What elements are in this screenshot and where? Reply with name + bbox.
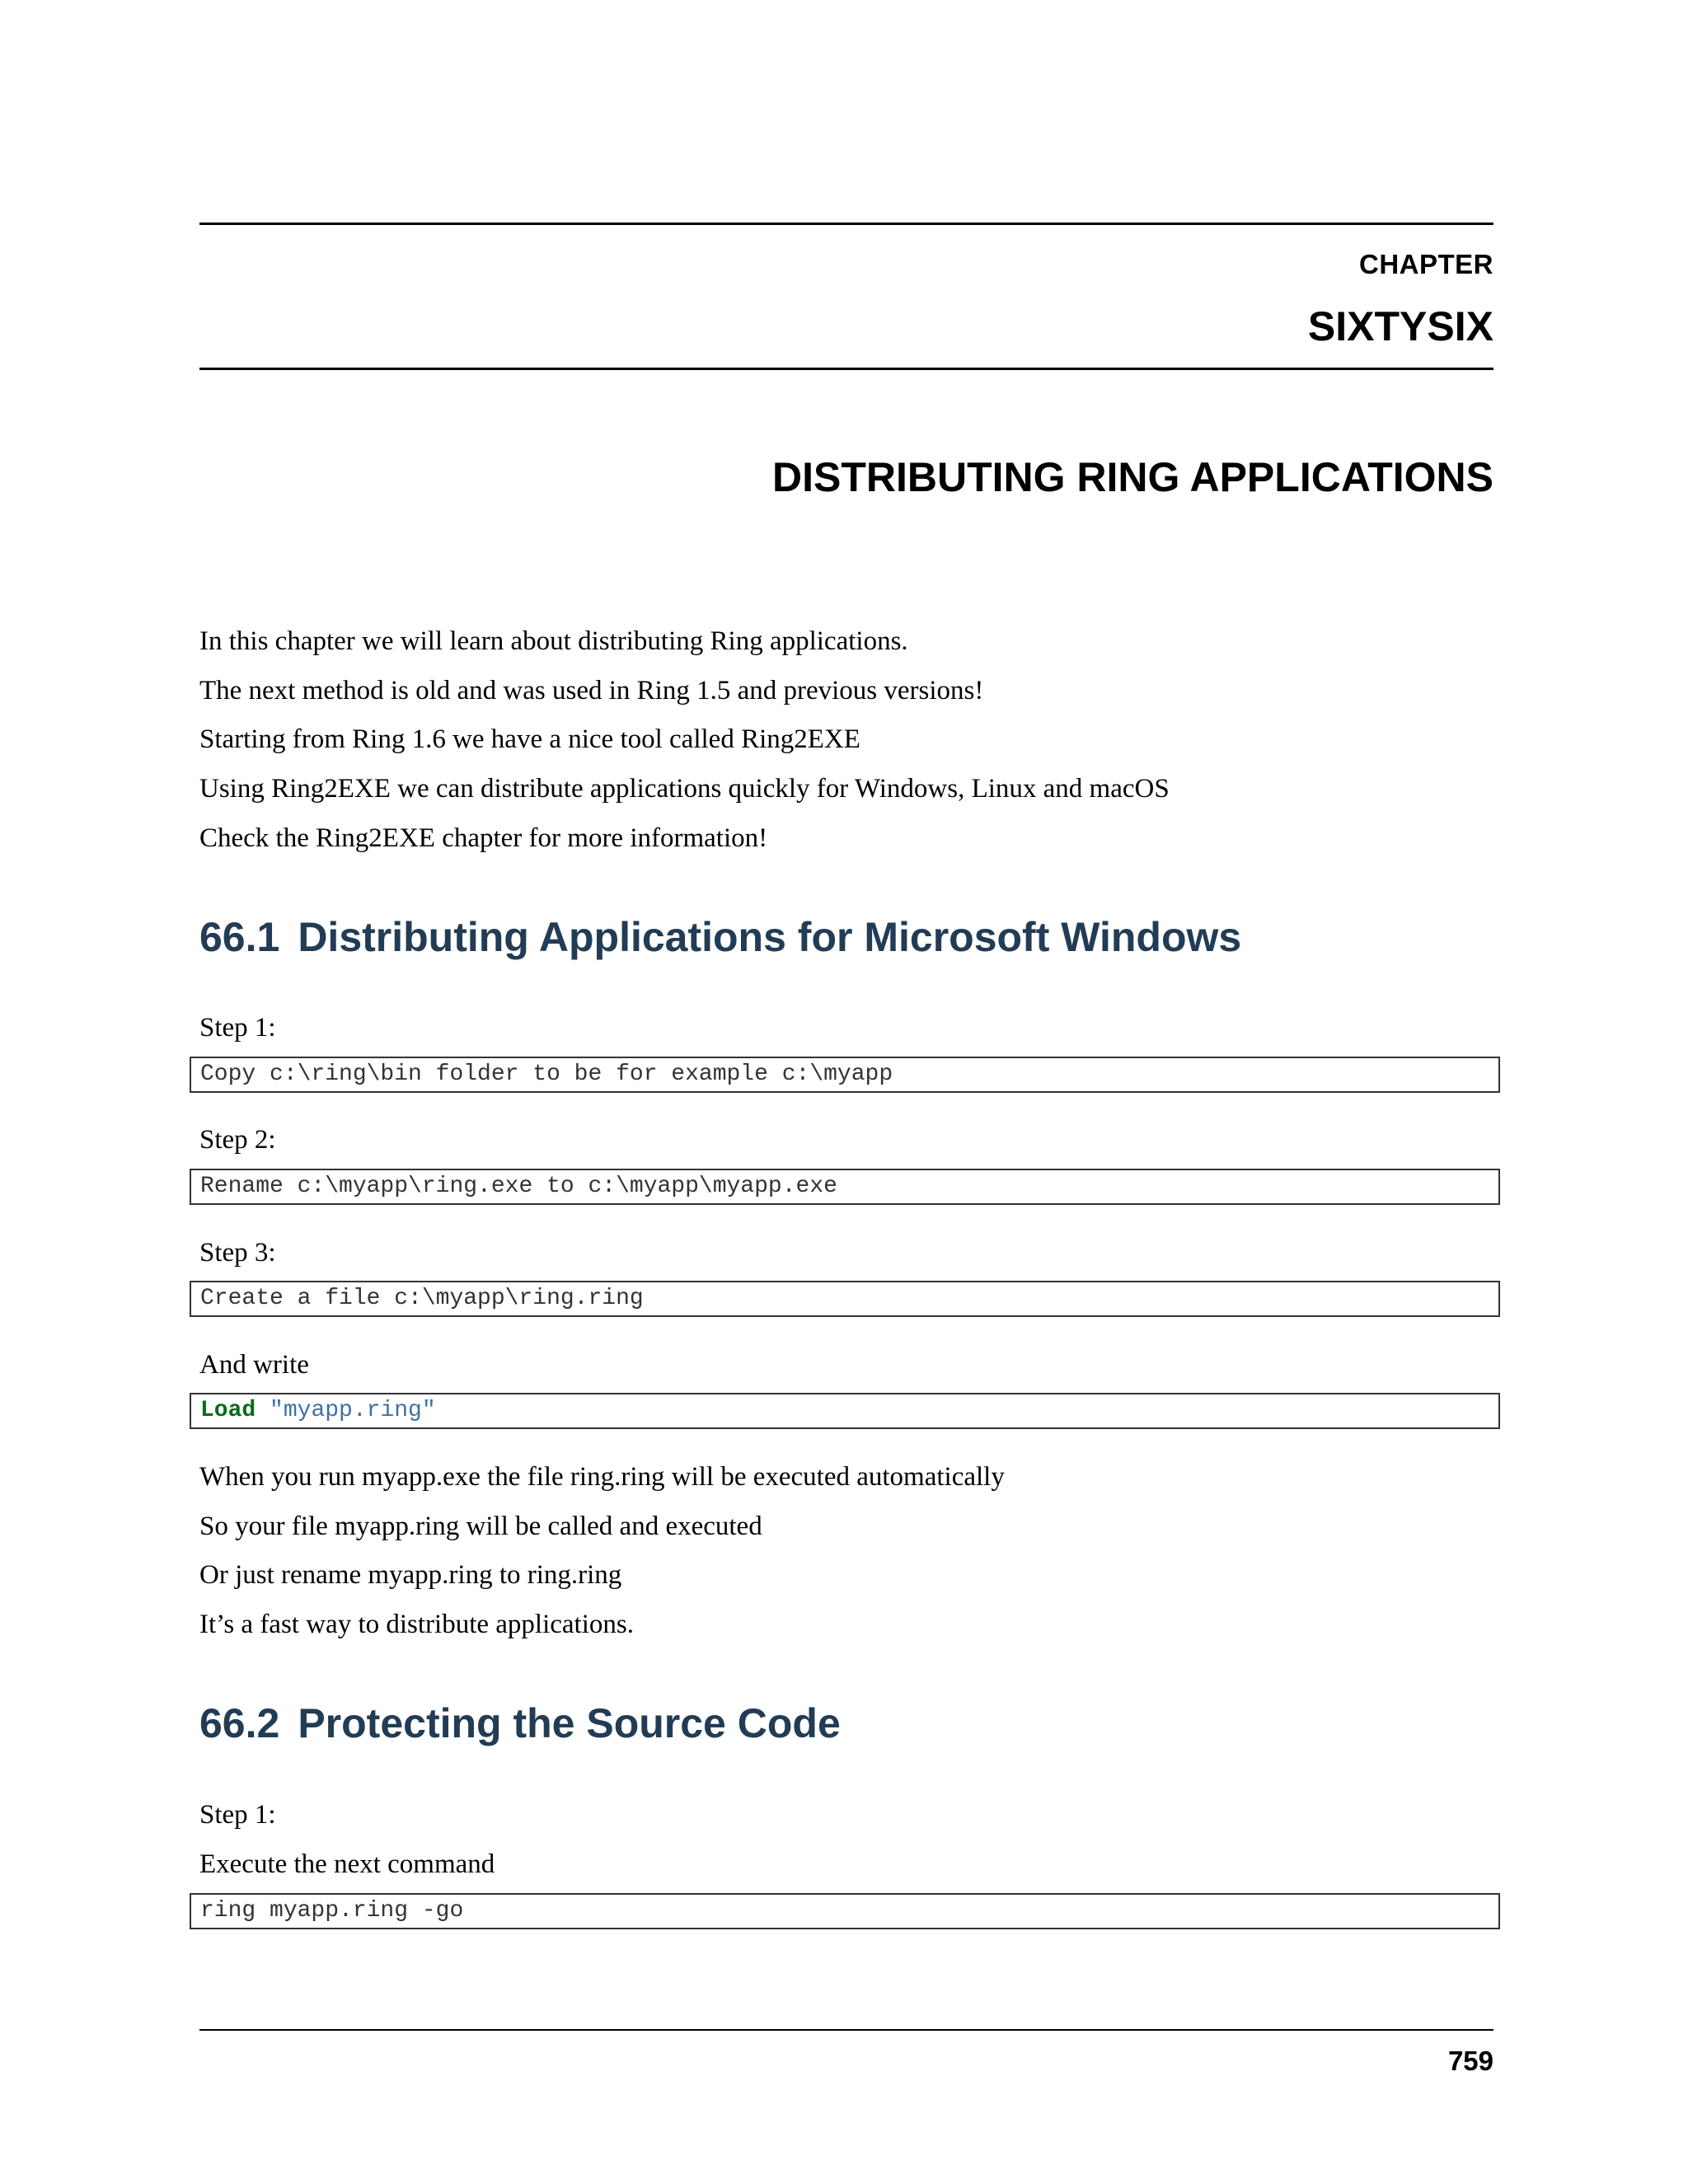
intro-paragraph: The next method is old and was used in Ring 1.5 and previous versions! [199,676,984,705]
body-paragraph: So your file myapp.ring will be called and executed [199,1511,762,1541]
section-title: Distributing Applications for Microsoft Windows [298,914,1242,960]
intro-paragraph: Using Ring2EXE we can distribute applications quickly for Windows, Linux and macOS [199,774,1170,804]
chapter-title: DISTRIBUTING RING APPLICATIONS [772,454,1493,500]
section-heading-66-1 [199,913,1241,961]
page-number: 759 [1447,2046,1493,2076]
intro-paragraph: Starting from Ring 1.6 we have a nice tool called Ring2EXE [199,724,860,754]
body-paragraph: It’s a fast way to distribute applications. [199,1610,634,1639]
footer-rule [199,2029,1493,2031]
code-string: "myapp.ring" [270,1398,436,1423]
intro-paragraph: Check the Ring2EXE chapter for more information! [199,823,768,853]
body-paragraph: Execute the next command [199,1849,495,1879]
chapter-label: CHAPTER [1358,249,1493,279]
step-label: Step 1: [199,1800,276,1830]
section-heading-66-2 [199,1699,841,1747]
section-number: 66.1 [199,914,280,960]
section-title: Protecting the Source Code [298,1700,841,1746]
intro-paragraph: In this chapter we will learn about distributing Ring applications. [199,626,908,656]
code-block: Create a file c:\myapp\ring.ring [190,1281,1500,1317]
step-label: Step 3: [199,1238,276,1268]
body-paragraph: Or just rename myapp.ring to ring.ring [199,1560,622,1590]
body-paragraph: When you run myapp.exe the file ring.ring will be executed automatically [199,1462,1005,1492]
code-block [190,1393,1500,1429]
and-write-label: And write [199,1350,309,1380]
section-number: 66.2 [199,1700,280,1746]
header-bottom-rule [199,368,1493,370]
step-label: Step 1: [199,1013,276,1043]
code-block: Copy c:\ring\bin folder to be for example c:\myapp [190,1057,1500,1093]
code-block: ring myapp.ring -go [190,1893,1500,1929]
chapter-number: SIXTYSIX [1307,303,1493,349]
step-label: Step 2: [199,1125,276,1155]
code-block: Rename c:\myapp\ring.exe to c:\myapp\myapp.exe [190,1169,1500,1205]
header-top-rule [199,223,1493,225]
code-keyword: Load [200,1398,256,1423]
